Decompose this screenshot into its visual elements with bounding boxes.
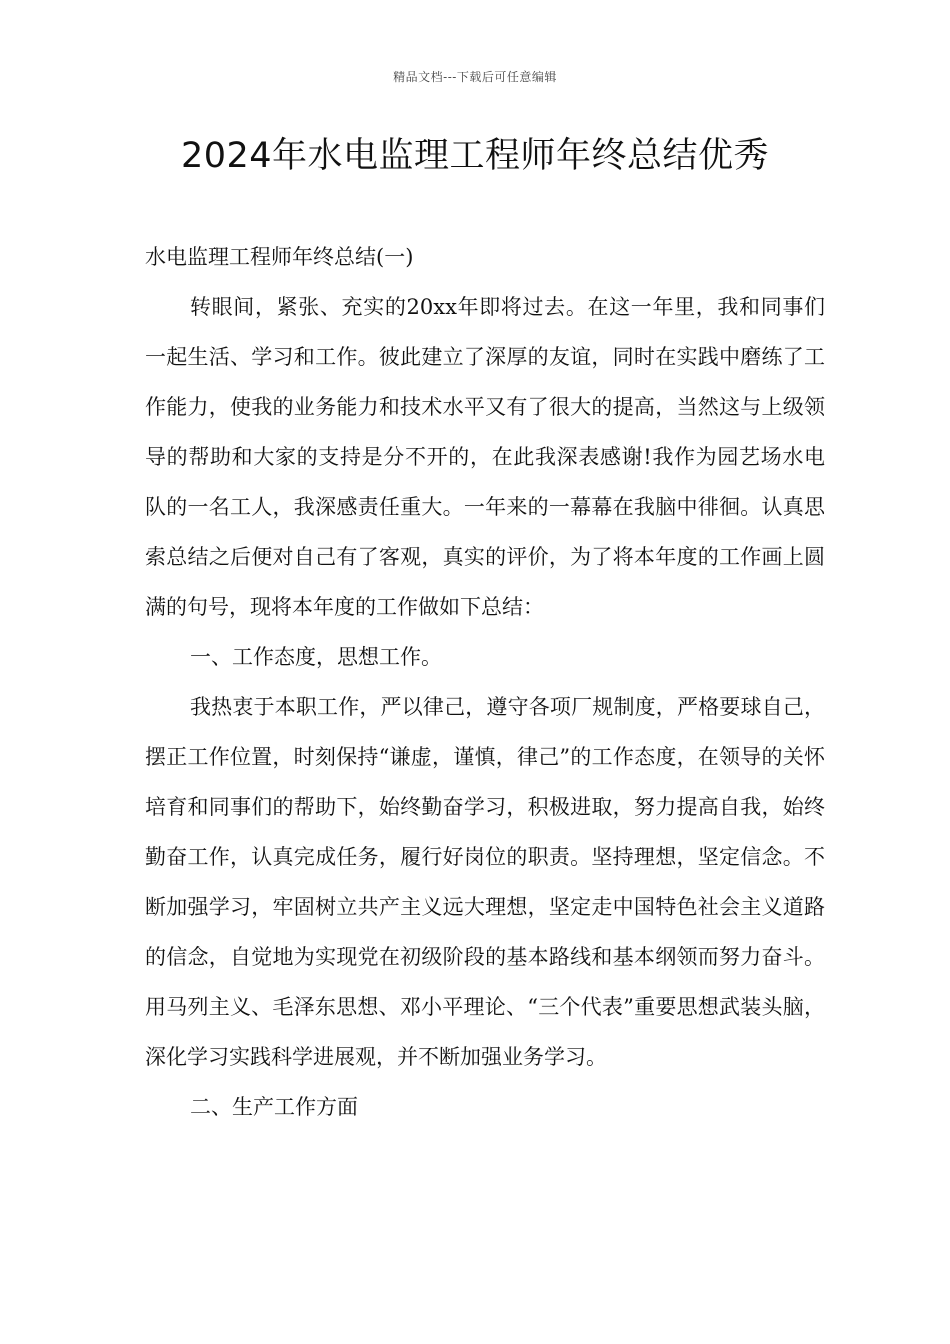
paragraph-intro: 转眼间，紧张、充实的20xx年即将过去。在这一年里，我和同事们一起生活、学习和工作。彼此建立了深厚的友谊，同时在实践中磨练了工作能力，使我的业务能力和技术水平又有了很大的提高，当然这与上级领导的帮助和大家的支持是分不开的，在此我深表感谢!我作为园艺场水电队的一名工人，我深感责任重大。一年来的一幕幕在我脑中徘徊。认真思索总结之后便对自己有了客观，真实的评价，为了将本年度的工作画上圆满的句号，现将本年度的工作做如下总结： [145, 295, 825, 619]
section-heading: 水电监理工程师年终总结(一) [145, 245, 414, 269]
subheading-work-attitude: 一、工作态度，思想工作。 [190, 645, 442, 669]
header-note: 精品文档---下载后可任意编辑 [393, 70, 557, 84]
document-body [145, 232, 825, 1132]
document-title: 2024年水电监理工程师年终总结优秀 [180, 136, 770, 176]
paragraph-work-attitude: 我热衷于本职工作，严以律己，遵守各项厂规制度，严格要球自己，摆正工作位置，时刻保持“谦虚，谨慎，律己”的工作态度，在领导的关怀培育和同事们的帮助下，始终勤奋学习，积极进取，努力提高自我，始终勤奋工作，认真完成任务，履行好岗位的职责。坚持理想，坚定信念。不断加强学习，牢固树立共产主义远大理想，坚定走中国特色社会主义道路的信念，自觉地为实现党在初级阶段的基本路线和基本纲领而努力奋斗。用马列主义、毛泽东思想、邓小平理论、“三个代表”重要思想武装头脑，深化学习实践科学进展观，并不断加强业务学习。 [145, 695, 825, 1069]
subheading-production-work: 二、生产工作方面 [190, 1095, 358, 1119]
